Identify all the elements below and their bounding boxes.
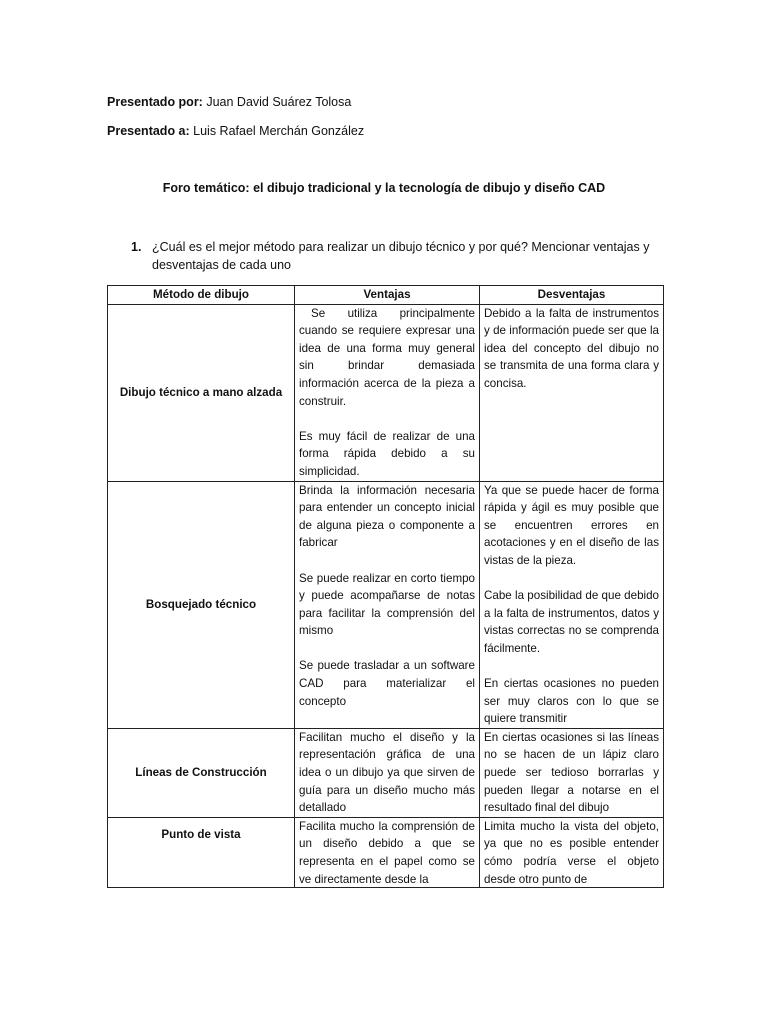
question-text: ¿Cuál es el mejor método para realizar un dibujo técnico y por qué? Mencionar ventajas y desventajas de cada uno (152, 240, 650, 272)
cell-paragraph: En ciertas ocasiones no pueden ser muy claros con lo que se quiere transmitir (484, 677, 659, 726)
cell-paragraph: Se puede realizar en corto tiempo y puede acompañarse de notas para facilitar la comprensión del mismo (299, 571, 475, 638)
desventajas-cell (480, 817, 664, 887)
presenter-name: Juan David Suárez Tolosa (202, 95, 352, 109)
cell-paragraph: Ya que se puede hacer de forma rápida y ágil es muy posible que se encuentren errores en acotaciones y en el diseño de las vistas de la pieza. (484, 483, 659, 567)
header-method: Método de dibujo (108, 286, 295, 305)
desventajas-cell (480, 481, 664, 728)
table-row (108, 728, 664, 817)
cell-paragraph: Se utiliza principalmente cuando se requiere expresar una idea de una forma muy general sin brindar demasiada información acerca de la pieza a construir. (299, 306, 475, 408)
method-cell: Punto de vista (108, 817, 295, 887)
cell-paragraph: Debido a la falta de instrumentos y de información puede ser que la idea del concepto del dibujo no se transmita de una forma clara y concisa. (484, 306, 659, 390)
ventajas-cell (295, 304, 480, 481)
cell-paragraph: Brinda la información necesaria para entender un concepto inicial de alguna pieza o componente a fabricar (299, 483, 475, 550)
ventajas-cell (295, 817, 480, 887)
document-title: Foro temático: el dibujo tradicional y la tecnología de dibujo y diseño CAD (162, 181, 606, 195)
method-cell: Dibujo técnico a mano alzada (108, 304, 295, 481)
cell-paragraph: Cabe la posibilidad de que debido a la falta de instrumentos, datos y vistas correctas no se comprenda fácilmente. (484, 589, 659, 655)
presenter-line (107, 94, 351, 110)
cell-paragraph: Facilitan mucho el diseño y la representación gráfica de una idea o un dibujo ya que sirven de guía para un diseño mucho más detallado (299, 730, 475, 815)
table-row (108, 304, 664, 481)
cell-paragraph: Limita mucho la vista del objeto, ya que no es posible entender cómo podría verse el objeto desde otro punto de (484, 819, 659, 886)
cell-paragraph: Facilita mucho la comprensión de un diseño debido a que se representa en el papel como se ve directamente desde la (299, 819, 475, 886)
ventajas-cell (295, 481, 480, 728)
cell-paragraph: Es muy fácil de realizar de una forma rápida debido a su simplicidad. (299, 429, 475, 478)
presented-to-line (107, 123, 364, 139)
presented-to-label: Presentado a: (107, 124, 190, 138)
header-desventajas: Desventajas (480, 286, 664, 305)
table-row (108, 817, 664, 887)
ventajas-cell (295, 728, 480, 817)
method-cell: Líneas de Construcción (108, 728, 295, 817)
cell-paragraph: Se puede trasladar a un software CAD para materializar el concepto (299, 659, 475, 708)
comparison-table (107, 285, 664, 888)
presented-to-name: Luis Rafael Merchán González (189, 124, 365, 138)
table-row (108, 481, 664, 728)
question-number: 1. (131, 240, 142, 254)
desventajas-cell (480, 728, 664, 817)
cell-paragraph: En ciertas ocasiones si las líneas no se hacen de un lápiz claro puede ser tedioso borrarlas y pueden llegar a notarse en el resultado final del dibujo (484, 730, 659, 815)
desventajas-cell (480, 304, 664, 481)
table-header-row (108, 286, 664, 305)
header-ventajas: Ventajas (295, 286, 480, 305)
presenter-label: Presentado por: (107, 95, 203, 109)
method-cell: Bosquejado técnico (108, 481, 295, 728)
